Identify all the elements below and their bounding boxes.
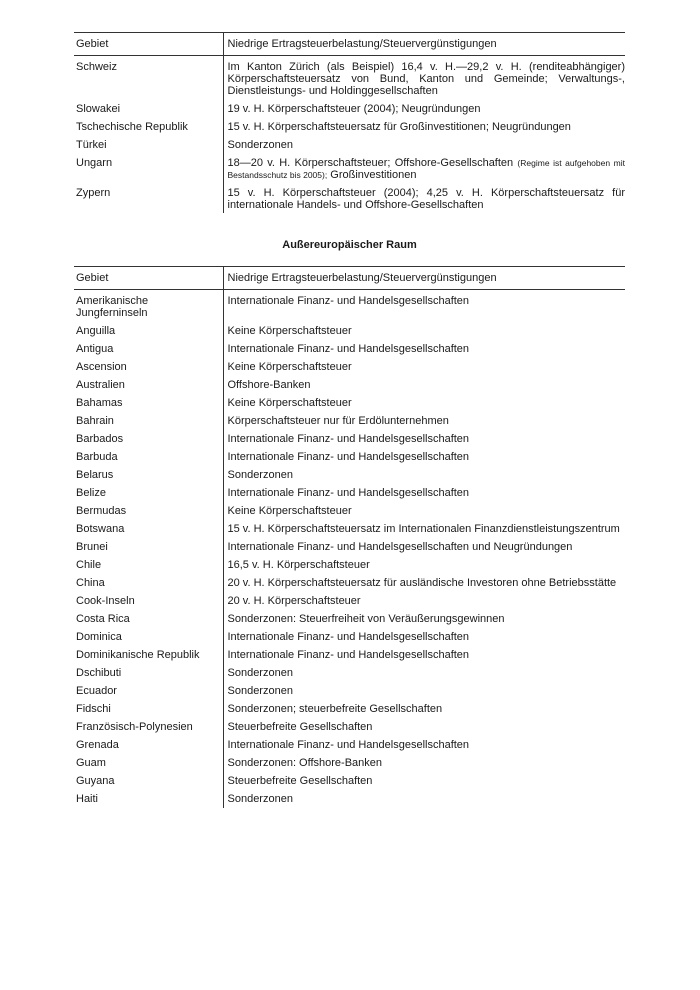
description-cell: Sonderzonen [223,664,625,682]
area-cell: Ascension [76,361,127,373]
area-cell: Grenada [76,739,119,751]
table-row [74,290,625,323]
area-cell: Bahrain [76,415,114,427]
description-cell: Internationale Finanz- und Handelsgesellschaften [223,736,625,754]
table-row [74,520,625,538]
column-header-description: Niedrige Ertragsteuerbelastung/Steuervergünstigungen [223,33,625,56]
description-cell: Keine Körperschaftsteuer [223,502,625,520]
table-row [74,610,625,628]
description-cell: Keine Körperschaftsteuer [223,394,625,412]
description-cell: Im Kanton Zürich (als Beispiel) 16,4 v. H.—29,2 v. H. (renditeabhängiger) Körperschaftsteuersatz von Bund, Kanton und Gemeinde; Verwaltungs-, Dienstleistungs- und Holdinggesellschaften [223,56,625,100]
table-row [74,538,625,556]
description-cell: Internationale Finanz- und Handelsgesellschaften [223,646,625,664]
description-cell: Sonderzonen [223,466,625,484]
description-cell: Sonderzonen: Steuerfreiheit von Veräußerungsgewinnen [223,610,625,628]
area-cell: Brunei [76,541,108,553]
table-row [74,628,625,646]
table-row [74,574,625,592]
area-cell: Barbados [76,433,124,445]
column-header-area: Gebiet [74,267,223,290]
area-cell: Barbuda [76,451,118,463]
area-cell: Türkei [76,139,107,151]
area-cell: Tschechische Republik [76,121,188,133]
table-row [74,183,625,213]
area-cell: Haiti [76,793,99,805]
description-cell: Keine Körperschaftsteuer [223,322,625,340]
area-cell: Anguilla [76,325,116,337]
area-cell: Dominica [76,631,122,643]
description-text: Großinvestitionen [327,169,417,181]
description-cell: Internationale Finanz- und Handelsgesellschaften [223,448,625,466]
area-cell: Slowakei [76,103,121,115]
description-cell: Internationale Finanz- und Handelsgesellschaften [223,628,625,646]
table-row [74,394,625,412]
table-row [74,718,625,736]
description-cell: 20 v. H. Körperschaftsteuersatz für ausländische Investoren ohne Betriebsstätte [223,574,625,592]
area-cell: Dominikanische Republik [76,649,200,661]
area-cell: Dschibuti [76,667,122,679]
table-row [74,412,625,430]
area-cell: Französisch-Polynesien [76,721,193,733]
table-row [74,646,625,664]
area-cell: Schweiz [76,61,117,73]
description-cell: 15 v. H. Körperschaftsteuer (2004); 4,25 v. H. Körperschaftsteuersatz für internationale Handels- und Offshore-Gesellschaften [223,183,625,213]
description-note: (Regime ist aufgehoben mit Bestandsschutz bis 2005); [227,158,625,180]
area-cell: Antigua [76,343,114,355]
table-row [74,153,625,183]
description-cell: Steuerbefreite Gesellschaften [223,772,625,790]
table-row [74,117,625,135]
description-cell: Internationale Finanz- und Handelsgesellschaften [223,484,625,502]
table-row [74,790,625,808]
area-cell: Belarus [76,469,114,481]
table-row [74,448,625,466]
table-header-row [74,267,625,290]
table-row [74,466,625,484]
table-row [74,358,625,376]
table-row [74,135,625,153]
description-cell: Internationale Finanz- und Handelsgesellschaften und Neugründungen [223,538,625,556]
description-cell: Körperschaftsteuer nur für Erdölunternehmen [223,412,625,430]
area-cell: Guyana [76,775,115,787]
table-row [74,754,625,772]
description-cell: Internationale Finanz- und Handelsgesellschaften [223,340,625,358]
table-row [74,700,625,718]
description-cell: Sonderzonen; steuerbefreite Gesellschaften [223,700,625,718]
description-cell: Steuerbefreite Gesellschaften [223,718,625,736]
table-europe [74,32,625,213]
table-row [74,736,625,754]
area-cell: Cook-Inseln [76,595,135,607]
section-title: Außereuropäischer Raum [282,239,417,251]
description-cell [223,153,625,183]
area-cell: Chile [76,559,102,571]
description-cell: Offshore-Banken [223,376,625,394]
area-cell: Costa Rica [76,613,130,625]
table-row [74,322,625,340]
table-non-europe [74,266,625,808]
table-row [74,502,625,520]
area-cell: Belize [76,487,106,499]
table-row [74,664,625,682]
description-cell: 19 v. H. Körperschaftsteuer (2004); Neugründungen [223,99,625,117]
area-cell: China [76,577,105,589]
description-cell: Sonderzonen [223,790,625,808]
area-cell: Botswana [76,523,125,535]
area-cell: Guam [76,757,106,769]
area-cell: Ecuador [76,685,117,697]
table-row [74,99,625,117]
description-cell: 16,5 v. H. Körperschaftsteuer [223,556,625,574]
area-cell: Bermudas [76,505,127,517]
area-cell: Zypern [76,187,111,199]
table-row [74,376,625,394]
table-row [74,484,625,502]
column-header-description: Niedrige Ertragsteuerbelastung/Steuervergünstigungen [223,267,625,290]
area-cell: Ungarn [76,157,113,169]
area-cell: Bahamas [76,397,123,409]
table-body [74,290,625,809]
description-text: 18—20 v. H. Körperschaftsteuer; Offshore-Gesellschaften [227,157,518,169]
table-header-row [74,33,625,56]
description-cell: Sonderzonen: Offshore-Banken [223,754,625,772]
table-row [74,772,625,790]
description-cell: 15 v. H. Körperschaftsteuersatz im Internationalen Finanzdienstleistungszentrum [223,520,625,538]
description-cell: Sonderzonen [223,135,625,153]
description-cell: 15 v. H. Körperschaftsteuersatz für Großinvestitionen; Neugründungen [223,117,625,135]
description-cell: Internationale Finanz- und Handelsgesellschaften [223,430,625,448]
table-row [74,592,625,610]
area-cell: Fidschi [76,703,111,715]
table-row [74,556,625,574]
description-cell: 20 v. H. Körperschaftsteuer [223,592,625,610]
column-header-area: Gebiet [74,33,223,56]
document-page [74,32,625,808]
area-cell: Australien [76,379,125,391]
description-cell: Sonderzonen [223,682,625,700]
table-row [74,682,625,700]
table-row [74,340,625,358]
area-cell: Amerikanische Jungferninseln [76,295,149,319]
description-cell: Internationale Finanz- und Handelsgesellschaften [223,290,625,323]
table-row [74,56,625,100]
description-cell: Keine Körperschaftsteuer [223,358,625,376]
table-row [74,430,625,448]
